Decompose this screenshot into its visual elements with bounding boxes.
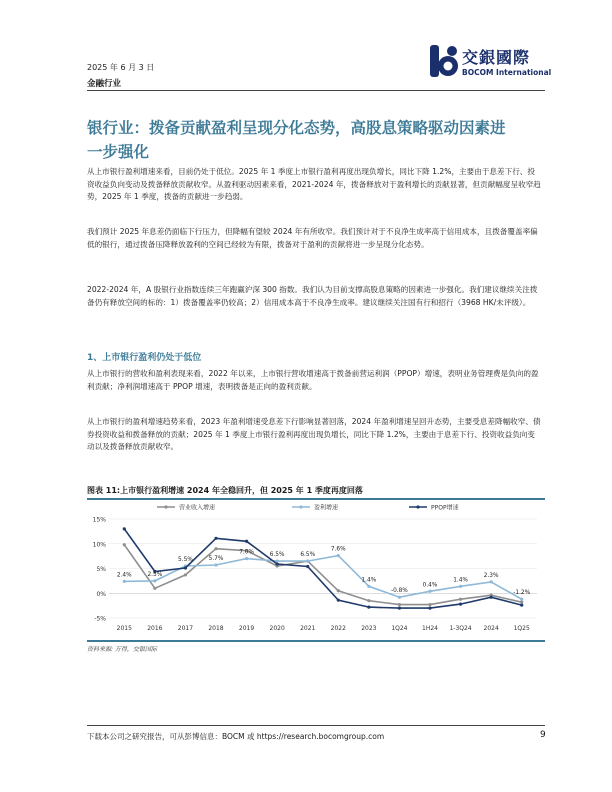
data-point	[123, 527, 126, 530]
legend-label: PPOP增速	[431, 504, 459, 512]
data-point	[153, 579, 156, 582]
data-label: -1.2%	[513, 590, 531, 597]
data-point	[306, 559, 309, 562]
section-heading: 1、上市银行盈利仍处于低位	[87, 353, 202, 363]
legend-label: 盈利增速	[314, 504, 339, 512]
data-label: 2.3%	[483, 572, 499, 579]
y-tick-label: 15%	[92, 516, 106, 524]
data-point	[398, 607, 401, 610]
data-label: 5.7%	[208, 556, 224, 563]
data-point	[367, 606, 370, 609]
legend-label: 营业收入增速	[179, 504, 216, 512]
data-point	[337, 554, 340, 557]
footer-text: 下载本公司之研究报告，可从彭博信息：BOCM 或 https://research.bocomgroup.com	[87, 732, 385, 741]
x-tick-label: 2023	[361, 625, 377, 632]
data-point	[398, 603, 401, 606]
legend-marker	[164, 505, 167, 508]
data-point	[276, 559, 279, 562]
x-tick-label: 1Q25	[513, 625, 530, 632]
x-tick-label: 2020	[269, 625, 285, 632]
data-label: 5.5%	[178, 557, 193, 564]
data-point	[520, 604, 523, 607]
data-label: 6.5%	[300, 552, 316, 559]
footer-divider	[87, 725, 545, 726]
data-point	[245, 540, 248, 543]
data-point	[459, 585, 462, 588]
x-tick-label: 2024	[483, 625, 499, 632]
paragraph: 从上市银行的盈利增速趋势来看，2023 年盈利增速受息差下行影响显著回落，2024 年盈利增速呈回升态势，主要受息差降幅收窄、债券投资收益和拨备释放的贡献；2025 年 1 季度上市银行盈利再度出现负增长，同比下降 1.2%，主要由于息差下行、投资收益负向变动以及拨备释放贡献收窄。	[87, 417, 541, 452]
data-point	[337, 599, 340, 602]
data-point	[459, 603, 462, 606]
figure-source: 资料来源: 万得，交银国际	[87, 646, 157, 653]
data-point	[490, 596, 493, 599]
data-point	[367, 599, 370, 602]
data-label: 6.5%	[269, 552, 285, 559]
data-point	[123, 580, 126, 583]
data-label: 7.6%	[330, 546, 346, 553]
legend-marker	[299, 505, 302, 508]
data-point	[520, 601, 523, 604]
x-tick-label: 2015	[116, 625, 132, 632]
x-tick-label: 2021	[300, 625, 316, 632]
data-label: -0.8%	[391, 588, 408, 595]
report-date: 2025 年 6 月 3 日	[87, 63, 155, 72]
data-point	[490, 580, 493, 583]
data-point	[184, 566, 187, 569]
x-tick-label: 2016	[147, 625, 163, 632]
data-label: 2.5%	[147, 571, 163, 578]
article-title: 银行业：拨备贡献盈利呈现分化态势，高股息策略驱动因素进一步强化	[87, 119, 506, 161]
data-point	[520, 598, 523, 601]
paragraph: 从上市银行的营收和盈利表现来看，2022 年以来，上市银行营收增速高于拨备前营运利润（PPOP）增速，表明业务管理费是负向的盈利贡献；净利润增速高于 PPOP 增速，表明拨备是正向的盈利贡献。	[87, 369, 539, 391]
x-tick-label: 1Q24	[391, 625, 408, 632]
data-point	[214, 563, 217, 566]
x-tick-label: 2022	[330, 625, 346, 632]
data-point	[276, 562, 279, 565]
data-label: 1.4%	[453, 577, 468, 584]
figure-title: 图表 11:上市银行盈利增速 2024 年全稳回升，但 2025 年 1 季度再度回落	[87, 486, 363, 495]
y-tick-label: -5%	[94, 615, 106, 623]
paragraph: 从上市银行盈利增速来看，目前仍处于低位。2025 年 1 季度上市银行盈利再度出现负增长，同比下降 1.2%，主要由于息差下行、投资收益负向变动及拨备释放贡献收窄。从盈利驱动因素来看，2021-2024 年，拨备释放对于盈利增长的贡献显著，但贡献幅度呈收窄趋势，2025 年 1 季度，拨备的贡献进一步趋弱。	[87, 167, 541, 202]
data-point	[245, 557, 248, 560]
data-point	[428, 607, 431, 610]
data-point	[214, 547, 217, 550]
paragraph: 我们预计 2025 年息差仍面临下行压力，但降幅有望较 2024 年有所收窄。我们预计对于不良净生成率高于信用成本，且拨备覆盖率偏低的银行，通过拨备压降释放盈利的空间已经较为有限，拨备对于盈利的贡献将进一步呈现分化态势。	[87, 227, 538, 249]
data-label: 2.4%	[116, 572, 132, 579]
y-tick-label: 0%	[96, 590, 106, 598]
report-sector: 金融行业	[87, 79, 122, 89]
data-point	[184, 573, 187, 576]
logo-chinese-name: 交銀國際	[462, 48, 531, 67]
data-point	[428, 590, 431, 593]
data-point	[153, 587, 156, 590]
profit-growth-line-chart	[87, 500, 545, 640]
y-tick-label: 10%	[92, 541, 106, 549]
x-tick-label: 2017	[177, 625, 194, 632]
data-label: 7.0%	[239, 549, 254, 556]
legend-marker	[416, 505, 419, 508]
data-point	[367, 585, 370, 588]
data-point	[337, 589, 340, 592]
data-point	[428, 603, 431, 606]
data-point	[398, 596, 401, 599]
page-number: 9	[540, 730, 546, 740]
x-tick-label: 1-3Q24	[449, 625, 472, 632]
logo-english-name: BOCOM International	[462, 68, 552, 77]
chart-legend	[157, 504, 459, 512]
x-tick-label: 2018	[208, 625, 224, 632]
data-point	[306, 565, 309, 568]
x-tick-label: 1H24	[422, 625, 438, 632]
y-tick-label: 5%	[96, 566, 106, 573]
data-point	[459, 598, 462, 601]
x-tick-label: 2019	[238, 625, 255, 632]
figure-bottom-rule	[87, 640, 545, 642]
data-point	[123, 543, 126, 546]
bocom-logo-icon	[428, 43, 462, 79]
header-divider	[87, 90, 545, 91]
data-point	[214, 537, 217, 540]
data-label: 1.4%	[361, 577, 377, 584]
paragraph: 2022-2024 年，A 股银行业指数连续三年跑赢沪深 300 指数。我们认为目前支撑高股息策略的因素进一步强化。我们建议继续关注拨备仍有释放空间的标的：1）拨备覆盖率仍较高；2）信用成本高于不良净生成率。建议继续关注国有行和招行（3968 HK/未评级）。	[87, 285, 538, 307]
data-label: 0.4%	[422, 582, 438, 589]
